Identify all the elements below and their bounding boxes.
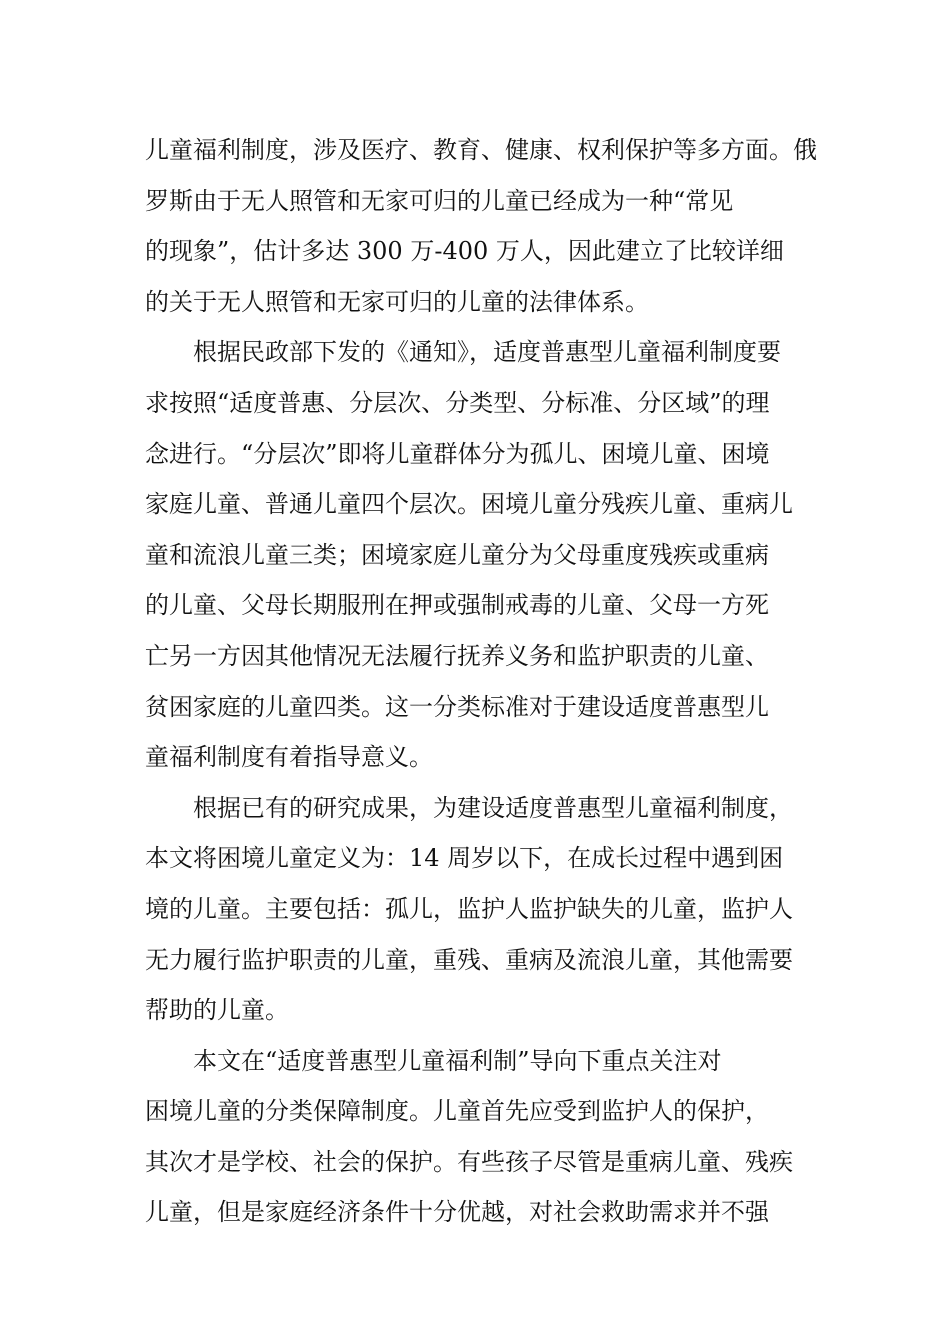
text-line: 童和流浪儿童三类；困境家庭儿童分为父母重度残疾或重病 bbox=[145, 540, 769, 569]
body-text bbox=[145, 125, 820, 1238]
text-line: 本文将困境儿童定义为：14 周岁以下，在成长过程中遇到困 bbox=[145, 844, 784, 873]
text-line: 念进行。“分层次”即将儿童群体分为孤儿、困境儿童、困境 bbox=[145, 439, 770, 468]
text-line: 求按照“适度普惠、分层次、分类型、分标准、分区域”的理 bbox=[145, 388, 770, 417]
text-line: 境的儿童。主要包括：孤儿，监护人监护缺失的儿童，监护人 bbox=[145, 894, 793, 923]
text-line: 家庭儿童、普通儿童四个层次。困境儿童分残疾儿童、重病儿 bbox=[145, 490, 793, 519]
text-line: 无力履行监护职责的儿童，重残、重病及流浪儿童，其他需要 bbox=[145, 945, 793, 974]
paragraph-first-line: 根据已有的研究成果，为建设适度普惠型儿童福利制度， bbox=[193, 793, 793, 822]
text-line: 困境儿童的分类保障制度。儿童首先应受到监护人的保护， bbox=[145, 1097, 769, 1126]
text-line: 儿童，但是家庭经济条件十分优越，对社会救助需求并不强 bbox=[145, 1198, 769, 1227]
text-line: 的现象”，估计多达 300 万-400 万人，因此建立了比较详细 bbox=[145, 237, 784, 266]
paragraph-first-line: 根据民政部下发的《通知》，适度普惠型儿童福利制度要 bbox=[193, 338, 781, 367]
text-line: 儿童福利制度，涉及医疗、教育、健康、权利保护等多方面。俄 bbox=[145, 136, 817, 164]
text-line: 其次才是学校、社会的保护。有些孩子尽管是重病儿童、残疾 bbox=[145, 1147, 793, 1176]
text-line: 的儿童、父母长期服刑在押或强制戒毒的儿童、父母一方死 bbox=[145, 591, 769, 620]
text-line: 贫困家庭的儿童四类。这一分类标准对于建设适度普惠型儿 bbox=[145, 692, 769, 721]
text-line: 罗斯由于无人照管和无家可归的儿童已经成为一种“常见 bbox=[145, 186, 734, 215]
text-line: 帮助的儿童。 bbox=[145, 996, 289, 1025]
text-line: 的关于无人照管和无家可归的儿童的法律体系。 bbox=[145, 287, 649, 316]
paragraph-first-line: 本文在“适度普惠型儿童福利制”导向下重点关注对 bbox=[193, 1046, 722, 1075]
text-line: 童福利制度有着指导意义。 bbox=[145, 743, 433, 772]
text-line: 亡另一方因其他情况无法履行抚养义务和监护职责的儿童、 bbox=[145, 641, 769, 670]
